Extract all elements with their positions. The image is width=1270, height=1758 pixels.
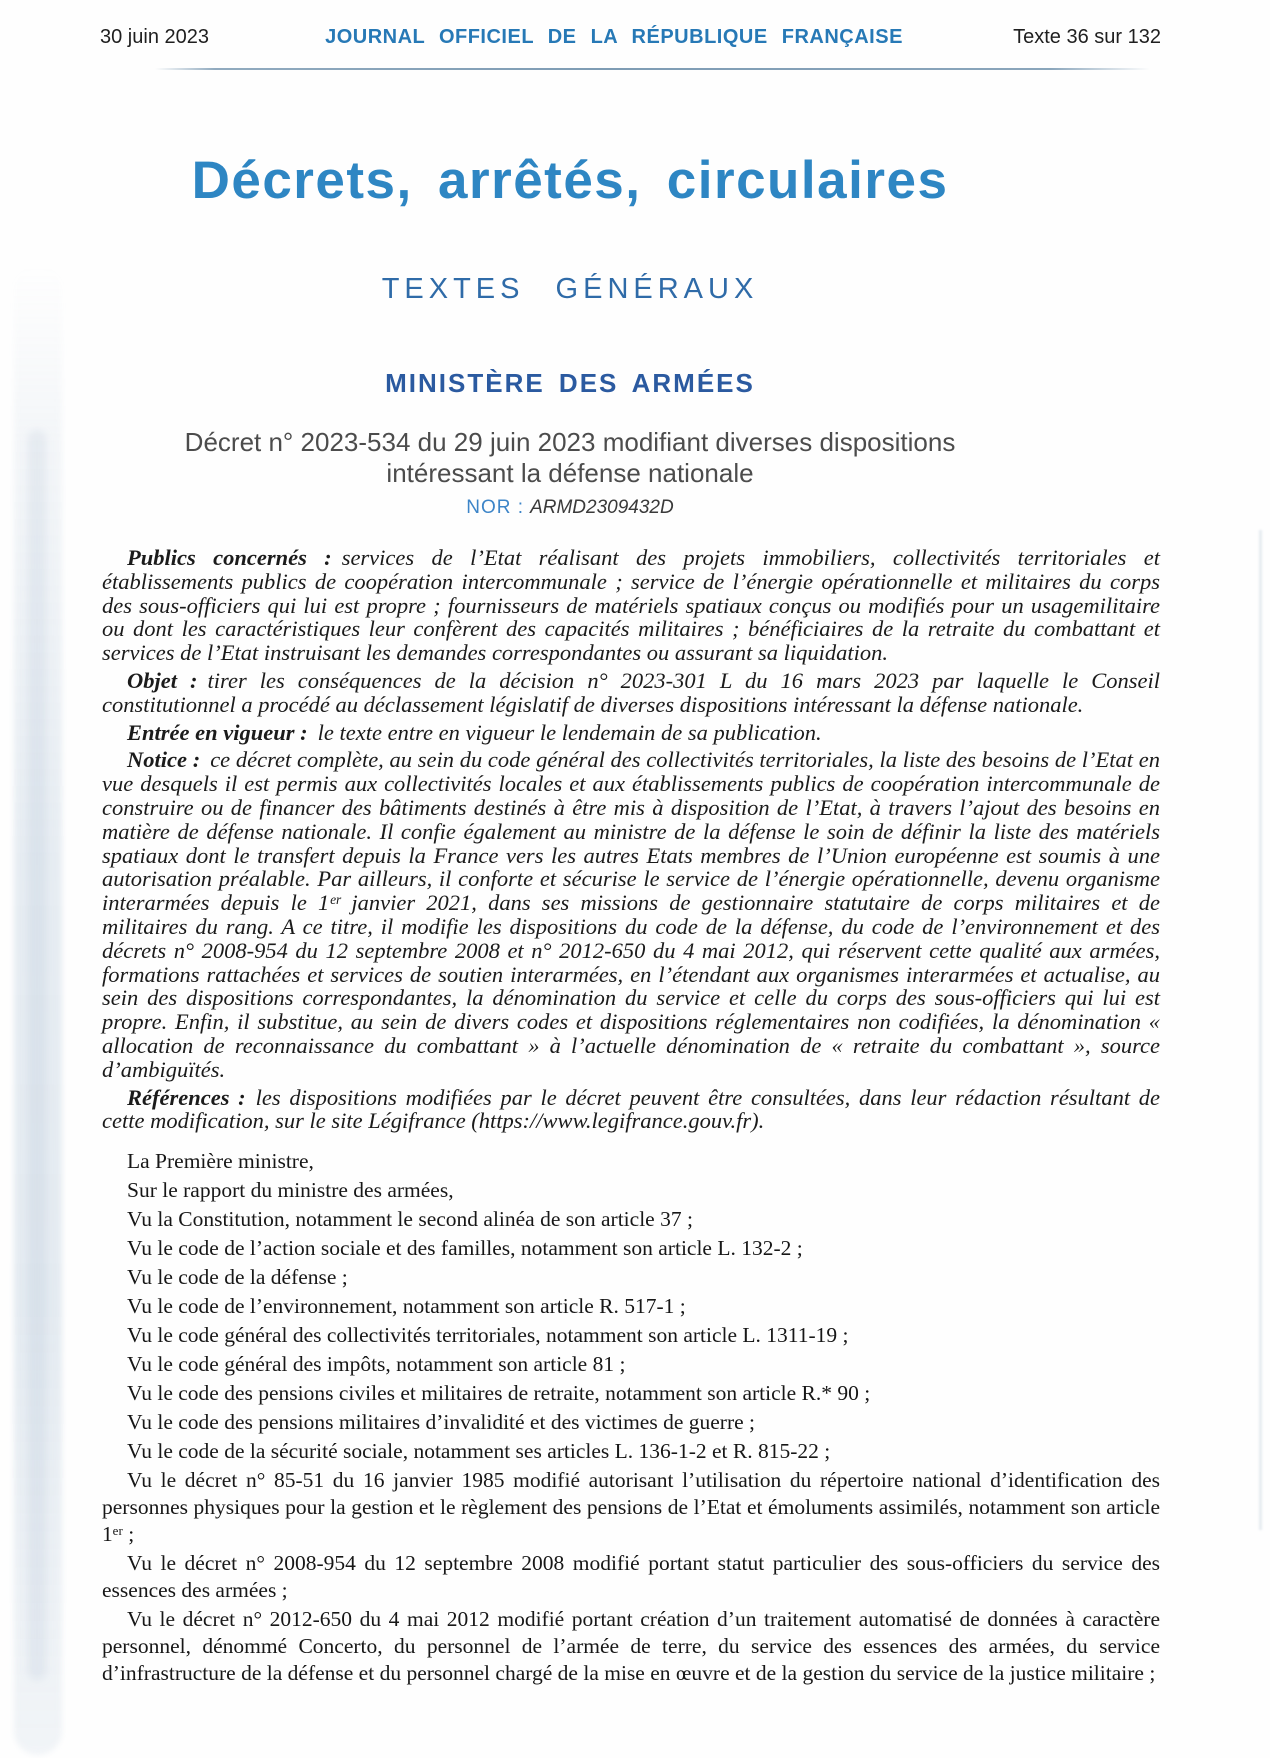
summary-text: le texte entre en vigueur le lendemain de sa publication.	[317, 719, 822, 745]
summary-label: Entrée en vigueur :	[127, 719, 308, 745]
preamble-paragraph: Vu le code des pensions militaires d’invalidité et des victimes de guerre ;	[127, 1410, 756, 1435]
summary-text: les dispositions modifiées par le décret peuvent être consultées, dans leur rédaction résultant de cette modification, sur le site Légifrance (https://www.legifrance.gouv.fr).	[102, 1084, 1160, 1134]
summary-label: Notice :	[127, 747, 201, 773]
header-divider-rule	[155, 68, 1150, 70]
nor-line	[0, 497, 1140, 519]
preamble-paragraph: Vu le décret n° 85-51 du 16 janvier 1985 modifié autorisant l’utilisation du répertoire national d’identification des personnes physiques pour la gestion et le règlement des pensions de l’Etat et émoluments assimilés, notamment son article 1ᵉʳ ;	[102, 1468, 1160, 1547]
ministry-title: MINISTÈRE DES ARMÉES	[385, 368, 755, 398]
preamble-paragraph: Vu le code de la défense ;	[127, 1265, 348, 1290]
page-title: Décrets, arrêtés, circulaires	[191, 151, 949, 210]
summary-label: Références :	[127, 1084, 246, 1110]
preamble-paragraph: Vu le code de l’environnement, notamment son article R. 517-1 ;	[127, 1294, 686, 1319]
summary-entree-en-vigueur	[102, 721, 1160, 745]
scan-artifact-right	[1259, 530, 1262, 1530]
section-title: TEXTES GÉNÉRAUX	[381, 273, 759, 305]
summary-publics-concernes	[102, 546, 1160, 665]
nor-value: ARMD2309432D	[530, 497, 674, 518]
preamble-paragraph: Vu le code des pensions civiles et militaires de retraite, notamment son article R.* 90 ;	[127, 1381, 871, 1406]
preamble-paragraph: Sur le rapport du ministre des armées,	[127, 1178, 454, 1203]
nor-label: NOR :	[466, 497, 525, 518]
summary-text: ce décret complète, au sein du code général des collectivités territoriales, la liste des besoins de l’Etat en vue desquels il est permis aux collectivités locales et aux établissements publics de coopération intercommunale de construire ou de financer des bâtiments destinés à être mis à disposition de l’Etat, à travers l’ajout des besoins en matière de défense nationale. Il confie également au ministre de la défense le soin de définir la liste des matériels spatiaux dont le transfert depuis la France vers les autres Etats membres de l’Union européenne est soumis à une autorisation préalable. Par ailleurs, il conforte et sécurise le service de l’énergie opérationnelle, devenu organisme interarmées depuis le 1ᵉʳ janvier 2021, dans ses missions de gestionnaire statutaire de corps militaires et de militaires du rang. A ce titre, il modifie les dispositions du code de la défense, du code de l’environnement et des décrets n° 2008-954 du 12 septembre 2008 et n° 2012-650 du 4 mai 2012, qui réservent cette qualité aux armées, formations rattachées et services de soutien interarmées, en l’étendant aux organismes interarmées et actualise, au sein des dispositions correspondantes, la dénomination du service et celle du corps des sous-officiers qui lui est propre. Enfin, il substitue, au sein de divers codes et dispositions réglementaires non codifiées, la dénomination « allocation de reconnaissance du combattant » à l’actuelle dénomination de « retraite du combattant », source d’ambiguïtés.	[102, 747, 1160, 1082]
decree-title	[0, 427, 1140, 489]
scan-artifact-left-inner	[28, 430, 46, 1680]
decree-title-line1: Décret n° 2023-534 du 29 juin 2023 modifiant diverses dispositions	[184, 427, 956, 457]
summary-label: Objet :	[127, 667, 198, 693]
summary-objet	[102, 669, 1160, 717]
journal-masthead: JOURNAL OFFICIEL DE LA RÉPUBLIQUE FRANÇAISE	[325, 26, 903, 48]
preamble-paragraph: Vu le décret n° 2008-954 du 12 septembre 2008 modifié portant statut particulier des sous-officiers du service des essences des armées ;	[102, 1551, 1160, 1603]
summary-references	[102, 1086, 1160, 1134]
preamble-paragraph: Vu le décret n° 2012-650 du 4 mai 2012 modifié portant création d’un traitement automatisé de données à caractère personnel, dénommé Concerto, du personnel de l’armée de terre, du service des essences des armées, du service d’infrastructure de la défense et du personnel chargé de la mise en œuvre et de la gestion du service de la justice militaire ;	[102, 1607, 1160, 1686]
preamble-paragraph: Vu le code de l’action sociale et des familles, notamment son article L. 132-2 ;	[127, 1236, 803, 1261]
header-date: 30 juin 2023	[100, 26, 209, 48]
summary-notice	[102, 748, 1160, 1081]
decree-title-line2: intéressant la défense nationale	[386, 458, 754, 488]
preamble-paragraph: La Première ministre,	[127, 1149, 314, 1174]
summary-text: tirer les conséquences de la décision n° 2023-301 L du 16 mars 2023 par laquelle le Conseil constitutionnel a procédé au déclassement législatif de diverses dispositions intéressant la défense nationale.	[102, 667, 1161, 717]
summary-label: Publics concernés :	[127, 545, 332, 570]
preamble-paragraph: Vu le code général des impôts, notamment son article 81 ;	[127, 1352, 626, 1377]
summary-text: services de l’Etat réalisant des projets immobiliers, collectivités territoriales et établissements publics de coopération intercommunale ; service de l’énergie opérationnelle et militaires du corps des sous-officiers qui lui est propre ; fournisseurs de matériels spatiaux conçus ou modifiés pour un usagemilitaire ou dont les caractéristiques leur confèrent des capacités militaires ; bénéficiaires de la retraite du combattant et services de l’Etat instruisant les demandes correspondantes ou assurant sa liquidation.	[102, 545, 1161, 666]
preamble-paragraph: Vu le code général des collectivités territoriales, notamment son article L. 1311-19 ;	[127, 1323, 849, 1348]
preamble-paragraph: Vu la Constitution, notamment le second alinéa de son article 37 ;	[127, 1207, 693, 1232]
texte-number: Texte 36 sur 132	[1013, 26, 1161, 48]
preamble-paragraph: Vu le code de la sécurité sociale, notamment ses articles L. 136-1-2 et R. 815-22 ;	[127, 1439, 831, 1464]
decree-body	[102, 546, 1160, 1689]
